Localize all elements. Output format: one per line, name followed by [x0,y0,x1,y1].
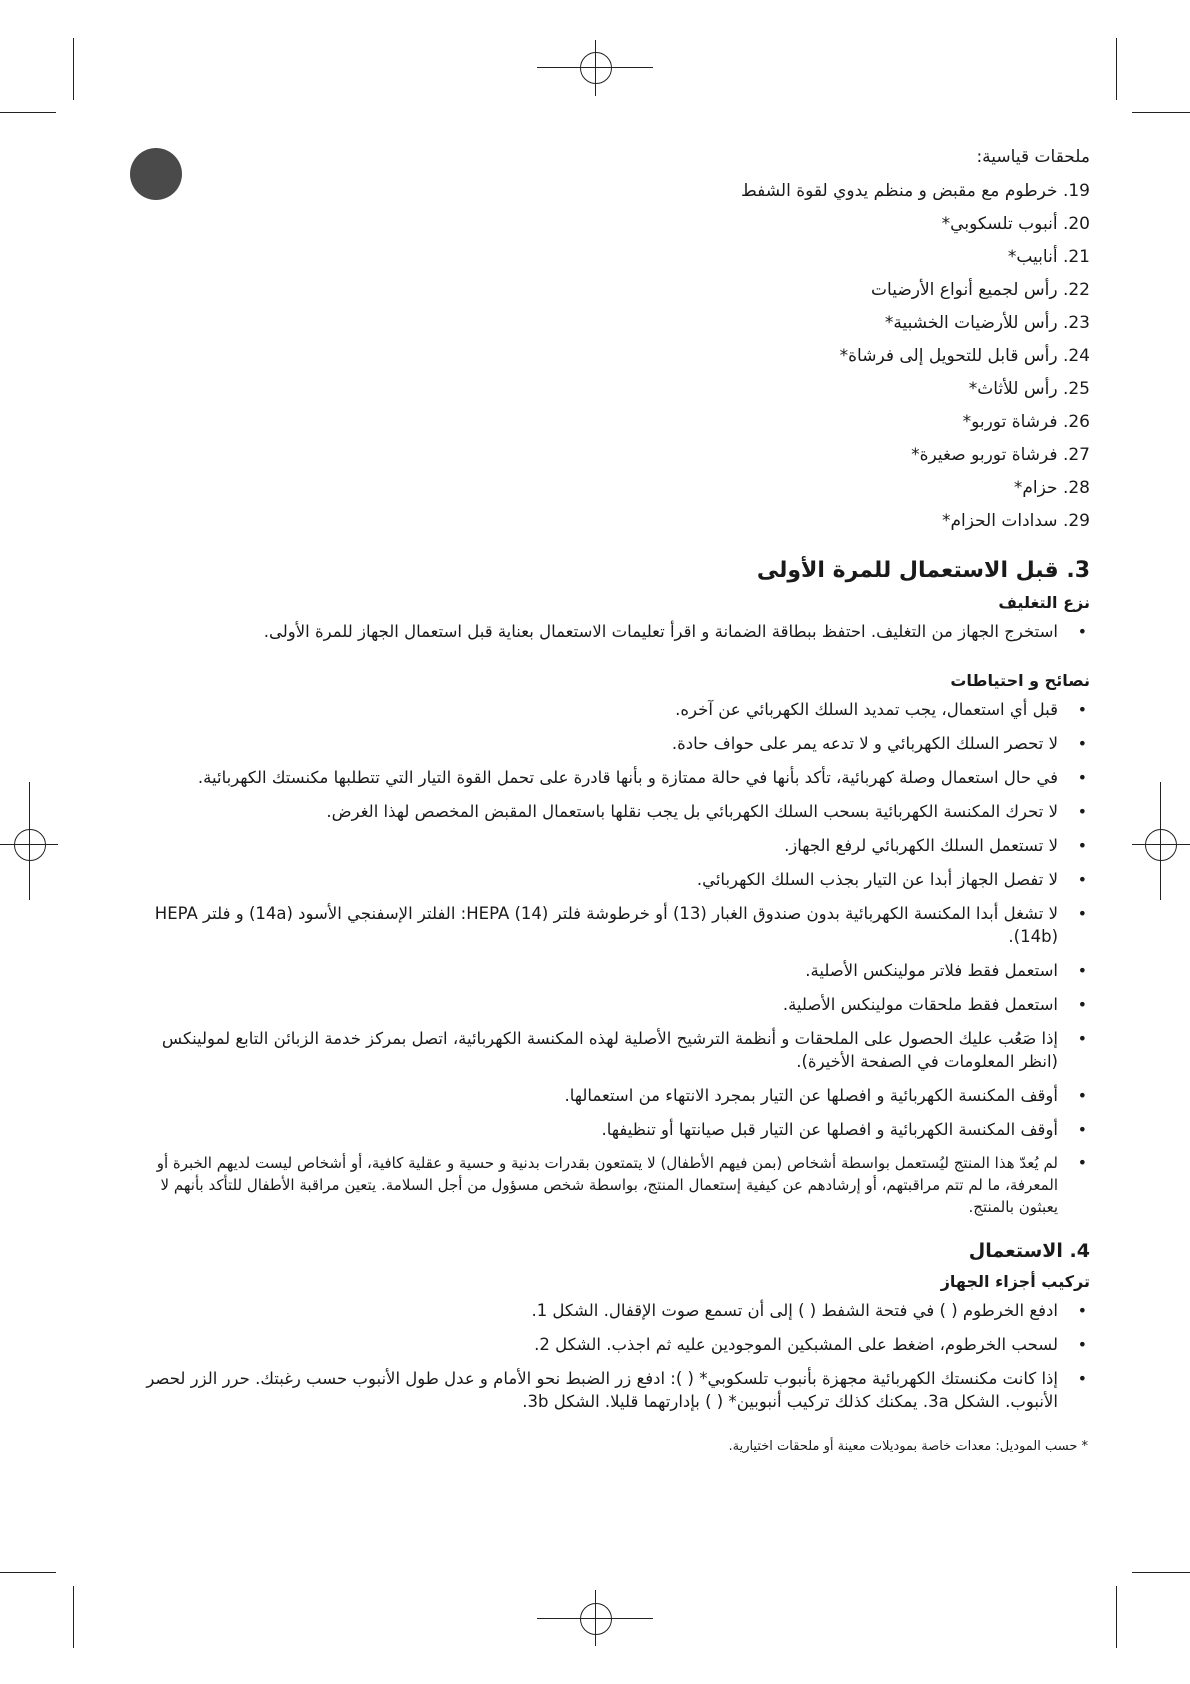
list-item: • في حال استعمال وصلة كهربائية، تأكد بأنها في حالة ممتازة و بأنها قادرة على تحمل القوة التيار التي تتطلبها مكنستك الكهربائية. [130,766,1090,789]
crop-mark-tr-h [1132,112,1190,113]
list-item: • لا تفصل الجهاز أبدا عن التيار بجذب السلك الكهربائي. [130,868,1090,891]
list-item: • استعمل فقط فلاتر مولينكس الأصلية. [130,959,1090,982]
list-item: 19. خرطوم مع مقبض و منظم يدوي لقوة الشفط [741,181,1090,201]
unpacking-title: نزع التغليف [998,593,1090,612]
list-item: • ادفع الخرطوم ( ) في فتحة الشفط ( ) إلى أن تسمع صوت الإقفال. الشكل 1. [130,1299,1090,1322]
tips-title: نصائح و احتياطات [950,671,1090,690]
accessories-title: ملحقات قياسية: [976,147,1090,167]
list-item: • إذا صَعُب عليك الحصول على الملحقات و أنظمة الترشيح الأصلية لهذه المكنسة الكهربائية، اتصل بمركز خدمة الزبائن التابع لمولينكس (انظر المعلومات في الصفحة الأخيرة). [130,1027,1090,1073]
crop-mark-tr-v [1116,38,1117,100]
crop-mark-bl-v [73,1586,74,1648]
list-item: • أوقف المكنسة الكهربائية و افصلها عن التيار بمجرد الانتهاء من استعمالها. [130,1084,1090,1107]
list-item: 24. رأس قابل للتحويل إلى فرشاة* [839,346,1090,366]
unpacking-list [130,620,1090,643]
list-item: 26. فرشاة توربو* [962,412,1090,432]
list-item: 23. رأس للأرضيات الخشبية* [884,313,1090,333]
list-item: • لا تحصر السلك الكهربائي و لا تدعه يمر على حواف حادة. [130,732,1090,755]
list-item: 29. سدادات الحزام* [941,511,1090,531]
assembly-title: تركيب أجزاء الجهاز [940,1272,1090,1291]
list-item: • قبل أي استعمال، يجب تمديد السلك الكهربائي عن آخره. [130,698,1090,721]
list-item: • إذا كانت مكنستك الكهربائية مجهزة بأنبوب تلسكوبي* ( ): ادفع زر الضبط نحو الأمام و عدل طول الأنبوب حسب رغبتك. حرر الزر لحصر الأنبوب. الشكل 3a. يمكنك كذلك تركيب أنبوبين* ( ) بإدارتهما قليلا. الشكل 3b. [130,1367,1090,1413]
list-item: 22. رأس لجميع أنواع الأرضيات [871,280,1090,300]
list-item: • لسحب الخرطوم، اضغط على المشبكين الموجودين عليه ثم اجذب. الشكل 2. [130,1333,1090,1356]
footnote: * حسب الموديل: معدات خاصة بموديلات معينة أو ملحقات اختيارية. [728,1439,1088,1454]
crop-mark-br-h [1132,1572,1190,1573]
list-item: 25. رأس للأثاث* [968,379,1090,399]
accessories-list [130,175,1090,538]
list-item: • لم يُعدّ هذا المنتج ليُستعمل بواسطة أشخاص (بمن فيهم الأطفال) لا يتمتعون بقدرات بدنية و حسية و عقلية كافية، أو أشخاص ليست لديهم الخبرة أو المعرفة، ما لم تتم مراقبتهم، أو إرشادهم عن كيفية إستعمال المنتج، بواسطة شخص مسؤول من أجل السلامة. يتعين مراقبة الأطفال للتأكد بأنهم لا يعبثون بالمنتج. [130,1152,1090,1218]
section-3-title: 3. قبل الاستعمال للمرة الأولى [756,558,1090,583]
list-item: 27. فرشاة توربو صغيرة* [911,445,1090,465]
list-item: • لا تحرك المكنسة الكهربائية بسحب السلك الكهربائي بل يجب نقلها باستعمال المقبض المخصص لهذا الغرض. [130,800,1090,823]
list-item: 20. أنبوب تلسكوبي* [941,214,1090,234]
section-4-title: 4. الاستعمال [968,1240,1090,1262]
page-content [130,140,1090,1454]
list-item: • استعمل فقط ملحقات مولينكس الأصلية. [130,993,1090,1016]
tips-list [130,698,1090,1218]
crop-mark-tl-h [0,112,56,113]
list-item: • لا تشغل أبدا المكنسة الكهربائية بدون صندوق الغبار (13) أو خرطوشة فلتر HEPA (14): الفلتر الإسفنجي الأسود (14a) و فلتر HEPA (14b). [130,902,1090,948]
crop-mark-br-v [1116,1586,1117,1648]
assembly-list [130,1299,1090,1413]
list-item: 28. حزام* [1013,478,1090,498]
crop-mark-bl-h [0,1572,56,1573]
crop-mark-tl-v [73,38,74,100]
list-item: • أوقف المكنسة الكهربائية و افصلها عن التيار قبل صيانتها أو تنظيفها. [130,1118,1090,1141]
list-item: 21. أنابيب* [1007,247,1090,267]
list-item: • استخرج الجهاز من التغليف. احتفظ ببطاقة الضمانة و اقرأ تعليمات الاستعمال بعناية قبل استعمال الجهاز للمرة الأولى. [130,620,1090,643]
list-item: • لا تستعمل السلك الكهربائي لرفع الجهاز. [130,834,1090,857]
